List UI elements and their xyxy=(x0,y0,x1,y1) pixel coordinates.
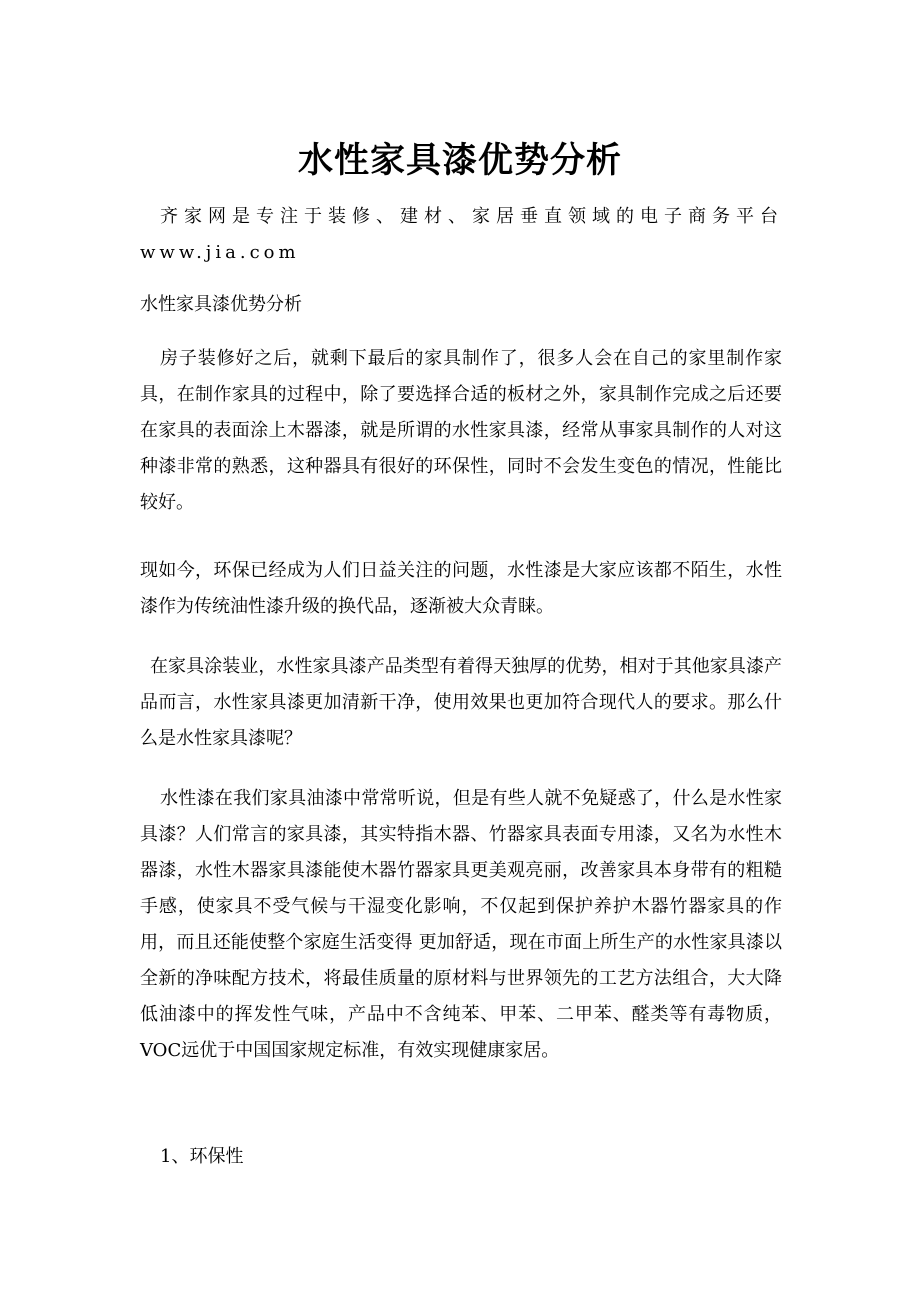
paragraph-2: 现如今，环保已经成为人们日益关注的问题，水性漆是大家应该都不陌生，水性漆作为传统油性漆升级的换代品，逐渐被大众青睐。 xyxy=(140,560,782,617)
list-heading: 1、环保性 xyxy=(160,1146,244,1167)
page-title: 水性家具漆优势分析 xyxy=(297,140,622,182)
paragraph-3: 在家具涂装业，水性家具漆产品类型有着得天独厚的优势，相对于其他家具漆产品而言，水性家具漆更加清新干净，使用效果也更加符合现代人的要求。那么什么是水性家具漆呢？ xyxy=(140,656,782,749)
paragraph-4: 水性漆在我们家具油漆中常常听说，但是有些人就不免疑惑了，什么是水性家具漆？人们常言的家具漆，其实特指木器、竹器家具表面专用漆，又名为水性木器漆，水性木器家具漆能使木器竹器家具更美观亮丽，改善家具本身带有的粗糙手感，使家具不受气候与干湿变化影响，不仅起到保护养护木器竹器家具的作用，而且还能使整个家庭生活变得 更加舒适，现在市面上所生产的水性家具漆以全新的净味配方技术，将最佳质量的原材料与世界领先的工艺方法组合，大大降低油漆中的挥发性气味，产品中不含纯苯、甲苯、二甲苯、醛类等有毒物质，VOC远优于中国国家规定标准，有效实现健康家居。 xyxy=(140,788,782,1061)
section-subtitle: 水性家具漆优势分析 xyxy=(140,294,302,315)
paragraph-1: 房子装修好之后，就剩下最后的家具制作了，很多人会在自己的家里制作家具，在制作家具的过程中，除了要选择合适的板材之外，家具制作完成之后还要在家具的表面涂上木器漆，就是所谓的水性家具漆，经常从事家具制作的人对这种漆非常的熟悉，这种器具有很好的环保性，同时不会发生变色的情况，性能比较好。 xyxy=(140,348,782,513)
intro-paragraph: 齐家网是专注于装修、建材、家居垂直领域的电子商务平台www.jia.com xyxy=(140,206,782,263)
